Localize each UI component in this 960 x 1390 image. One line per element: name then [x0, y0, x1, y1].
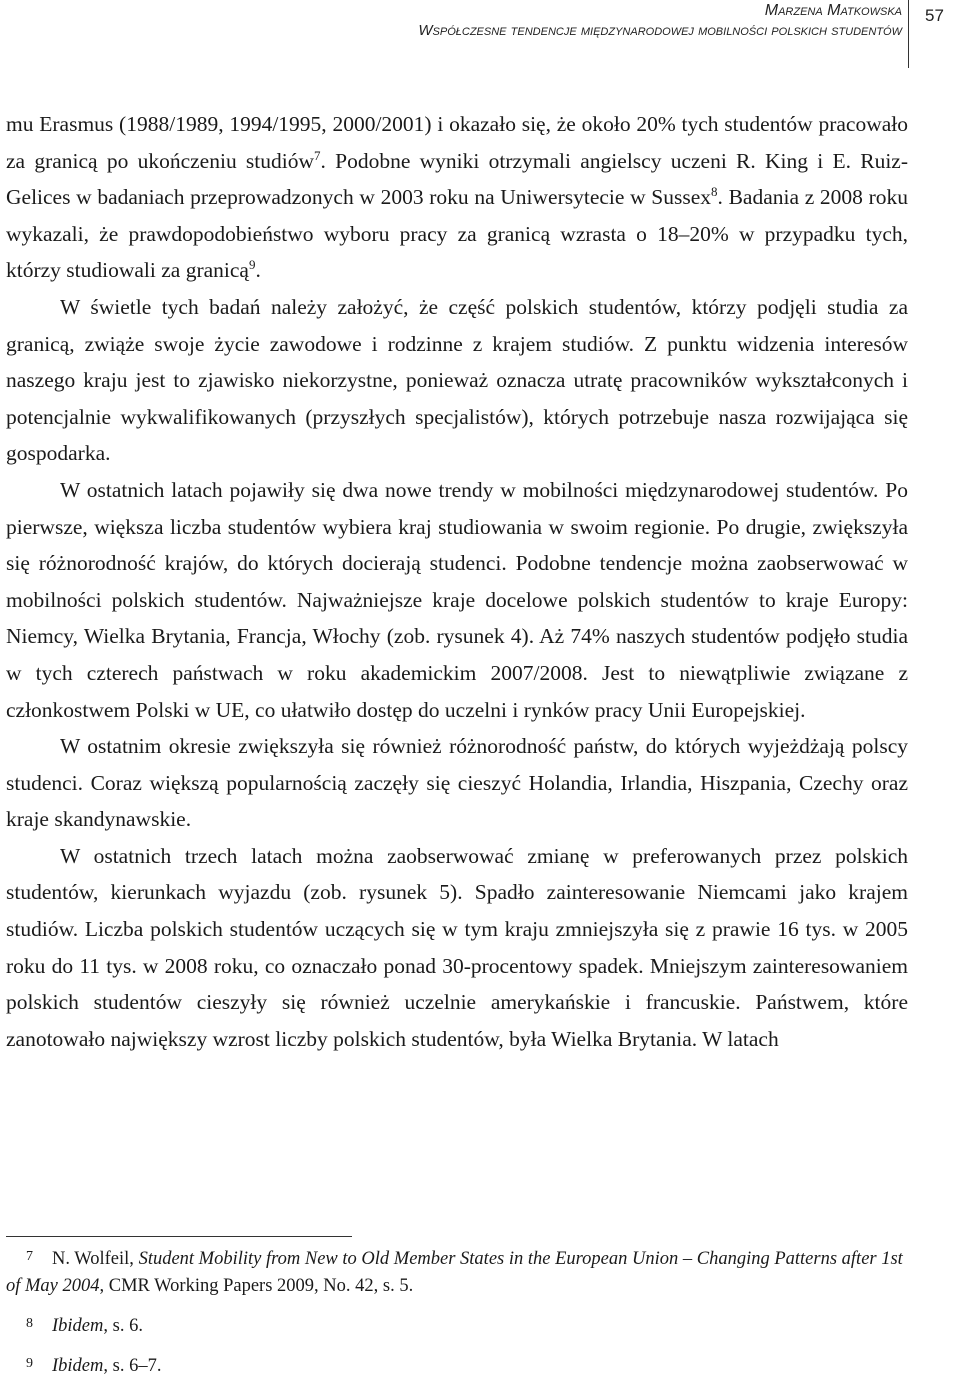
paragraph-text: W ostatnich latach pojawiły się dwa nowe trendy w mobilności międzynarodowej studentów. Po pierwsze, większa liczba studentów wybiera kraj studiowania w swoim regionie. Po drugie, zwiększyła się różnorodność krajów, do których docierają studenci. Podobne tendencje można zaobserwować w mobilności polskich studentów. Najważniejsze kraje docelowe polskich studentów to kraje Europy: Niemcy, Wielka Brytania, Francja, Włochy (zob. rysunek 4). Aż 74% naszych studentów podjęło studia w tych czterech państwach w roku akademickim 2007/2008. Jest to niewątpliwie związane z członkostwem Polski w UE, co ułatwiło dostęp do uczelni i rynków pracy Unii Europejskiej. [6, 477, 908, 722]
paragraph [6, 289, 908, 472]
header-title: Współczesne tendencje międzynarodowej mobilności polskich studentów [418, 22, 902, 39]
paragraph [6, 472, 908, 728]
footnote-text: N. Wolfeil, [52, 1249, 139, 1269]
footnote-text: , CMR Working Papers 2009, No. 42, s. 5. [99, 1276, 414, 1296]
footnote-reference: 8 [711, 184, 718, 200]
paragraph-text: W świetle tych badań należy założyć, że część polskich studentów, którzy podjęli studia za granicą, zwiąże swoje życie zawodowe i rodzinne z krajem studiów. Z punktu widzenia interesów naszego kraju jest to zjawisko niekorzystne, ponieważ oznacza utratę pracowników wykształconych i potencjalnie wykwalifikowanych (przyszłych specjalistów), których potrzebuje nasza rozwijająca się gospodarka. [6, 294, 908, 466]
body-text [6, 106, 908, 1057]
footnote-number: 8 [26, 1316, 33, 1331]
footnote [6, 1350, 908, 1380]
footnote-text: , s. 6–7. [103, 1356, 162, 1376]
footnote-text: Ibidem [52, 1356, 104, 1376]
paragraph-text: mu Erasmus (1988/1989, 1994/1995, 2000/2001) i okazało się, że około 20% tych studentów pracowało za granicą po ukończeniu studiów [6, 112, 908, 173]
footnote-text: , s. 6. [103, 1316, 143, 1336]
header-author: Marzena Matkowska [764, 2, 902, 19]
paragraph [6, 838, 908, 1058]
footnote [6, 1243, 908, 1300]
header-divider [908, 0, 909, 68]
footnote-number: 7 [26, 1249, 33, 1264]
footnote [6, 1310, 908, 1340]
paragraph-text: W ostatnich trzech latach można zaobserwować zmianę w preferowanych przez polskich studentów, kierunkach wyjazdu (zob. rysunek 5). Spadło zainteresowanie Niemcami jako krajem studiów. Liczba polskich studentów uczących się w tym kraju zmniejszyła się z prawie 16 tys. w 2005 roku do 11 tys. w 2008 roku, co oznaczało ponad 30-procentowy spadek. Mniejszym zainteresowaniem polskich studentów cieszyły się również uczelnie amerykańskie i francuskie. Państwem, które zanotowało największy wzrost liczby polskich studentów, była Wielka Brytania. W latach [6, 843, 908, 1051]
footnote-reference: 9 [248, 257, 256, 273]
footnotes [6, 1243, 908, 1390]
paragraph-text: . Badania z 2008 roku wykazali, że prawdopodobieństwo wyboru pracy za granicą wzrasta o 18–20% w przypadku tych, którzy studiowali za granicą [6, 185, 908, 283]
footnote-text: Student Mobility from New to Old Member States in the European Union – Changing Patterns after 1st of May 2004 [6, 1249, 903, 1296]
footnote-reference: 7 [314, 147, 321, 163]
paragraph [6, 728, 908, 838]
footnote-rule [6, 1236, 352, 1237]
footnote-text: Ibidem [52, 1316, 104, 1336]
paragraph-text: W ostatnim okresie zwiększyła się również różnorodność państw, do których wyjeżdżają polscy studenci. Coraz większą popularnością zaczęły się cieszyć Holandia, Irlandia, Hiszpania, Czechy oraz kraje skandynawskie. [6, 734, 908, 832]
paragraph-text: . [255, 258, 261, 283]
footnote-number: 9 [26, 1356, 33, 1371]
running-header [0, 0, 960, 70]
paragraph [6, 106, 908, 289]
paragraph-text: . Podobne wyniki otrzymali angielscy uczeni R. King i E. Ruiz-Gelices w badaniach przeprowadzonych w 2003 roku na Uniwersytecie w Sussex [6, 148, 908, 210]
page-number: 57 [925, 6, 944, 25]
